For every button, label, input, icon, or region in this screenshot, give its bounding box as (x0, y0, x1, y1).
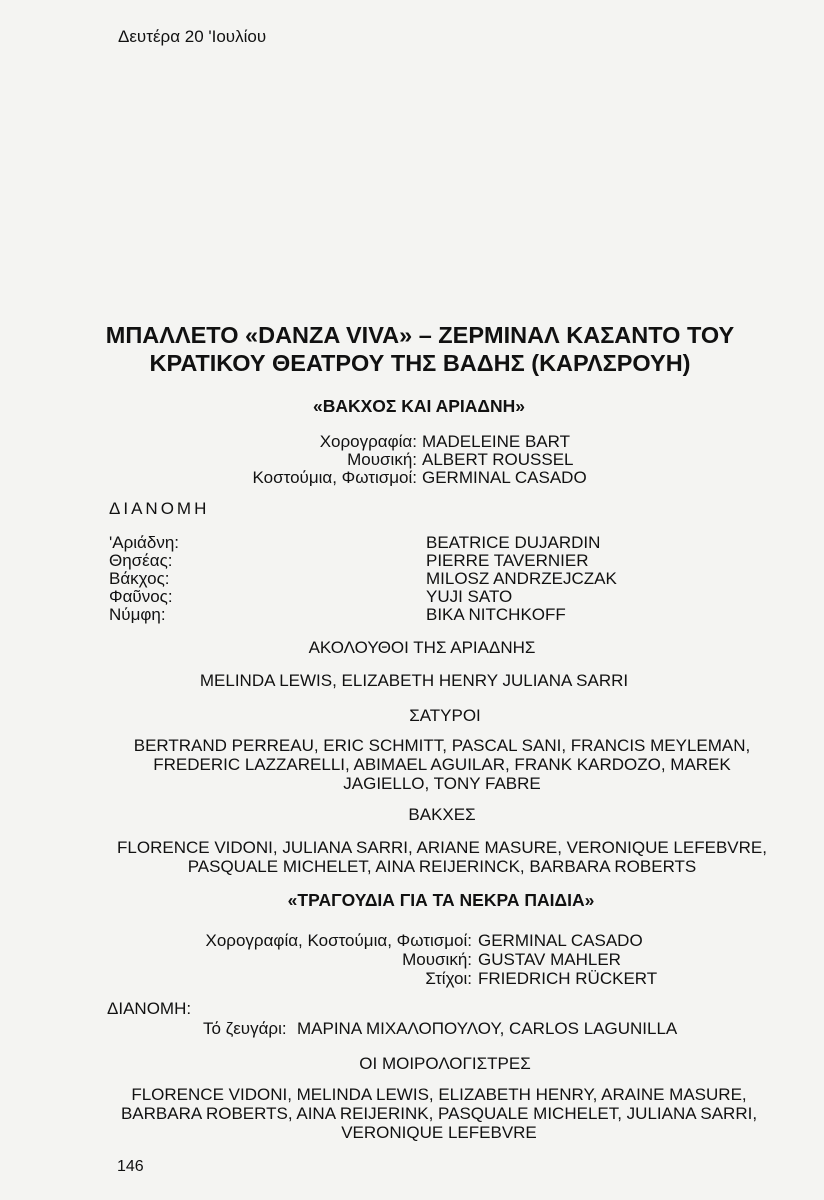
group-members-akolouthoi: MELINDA LEWIS, ELIZABETH HENRY JULIANA SARRI (199, 671, 629, 690)
credit-name: ALBERT ROUSSEL (422, 450, 574, 469)
cast-role: Βάκχος: (109, 569, 170, 588)
credit-name: GERMINAL CASADO (478, 931, 643, 950)
credit-name: MADELEINE BART (422, 432, 571, 451)
credit-name: GERMINAL CASADO (422, 468, 587, 487)
work2-cast-heading: ΔΙΑΝΟΜΗ: (107, 999, 192, 1018)
cast-name: BEATRICE DUJARDIN (426, 533, 601, 552)
group-members-satyroi (30, 737, 824, 794)
work1-title: «ΒΑΚΧΟΣ ΚΑΙ ΑΡΙΑΔΝΗ» (312, 396, 526, 416)
group-members-vakches (30, 839, 824, 877)
main-title-line-1: ΜΠΑΛΛΕΤΟ «DANZA VIVA» – ΖΕΡΜΙΝΑΛ ΚΑΣΑΝΤΟ ΤΟΥ (105, 322, 735, 348)
credit-role: Στίχοι: (425, 969, 472, 988)
cast-role: Νύμφη: (109, 605, 166, 624)
work2-title: «ΤΡΑΓΟΥΔΙΑ ΓΙΑ ΤΑ ΝΕΚΡΑ ΠΑΙΔΙΑ» (287, 890, 595, 910)
main-title-line-2: ΚΡΑΤΙΚΟΥ ΘΕΑΤΡΟΥ ΤΗΣ ΒΑΔΗΣ (ΚΑΡΛΣΡΟΥΗ) (149, 350, 691, 376)
group-member-line: PASQUALE MICHELET, AINA REIJERINCK, BARBARA ROBERTS (187, 857, 697, 876)
group-heading-moirologistres: ΟΙ ΜΟΙΡΟΛΟΓΙΣΤΡΕΣ (359, 1054, 531, 1073)
cast-role: 'Αριάδνη: (109, 533, 180, 552)
group-heading-akolouthoi: ΑΚΟΛΟΥΘΟΙ ΤΗΣ ΑΡΙΑΔΝΗΣ (308, 638, 536, 657)
group-member-line: JAGIELLO, TONY FABRE (343, 774, 541, 793)
work1-credit-roles (180, 433, 417, 487)
work1-cast-roles (109, 534, 179, 624)
credit-role: Μουσική: (402, 950, 472, 969)
group-member-line: VERONIQUE LEFEBVRE (341, 1123, 537, 1142)
credit-role: Χορογραφία, Κοστούμια, Φωτισμοί: (205, 931, 472, 950)
credit-name: GUSTAV MAHLER (478, 950, 621, 969)
group-member-line: FLORENCE VIDONI, JULIANA SARRI, ARIANE MASURE, VERONIQUE LEFEBVRE, (117, 838, 767, 857)
page-date: Δευτέρα 20 'Ιουλίου (118, 27, 267, 46)
work1-cast-names (426, 534, 617, 624)
page-number: 146 (117, 1158, 144, 1175)
work1-cast-heading: ΔΙΑΝΟΜΗ (109, 499, 210, 518)
work2-credit-roles (120, 932, 472, 989)
group-heading-vakches: ΒΑΚΧΕΣ (408, 805, 476, 824)
cast-name: BIKA NITCHKOFF (426, 605, 566, 624)
group-member-line: BARBARA ROBERTS, AINA REIJERINK, PASQUALE MICHELET, JULIANA SARRI, (120, 1104, 758, 1123)
cast-role: Φαῦνος: (109, 587, 173, 606)
credit-role: Μουσική: (347, 450, 417, 469)
group-member-line: BERTRAND PERREAU, ERIC SCHMITT, PASCAL SANI, FRANCIS MEYLEMAN, (133, 736, 751, 755)
group-member-line: FLORENCE VIDONI, MELINDA LEWIS, ELIZABETH HENRY, ARAINE MASURE, (131, 1085, 747, 1104)
couple-role: Τό ζευγάρι: (203, 1019, 287, 1038)
group-members-moirologistres (27, 1086, 824, 1143)
cast-role: Θησέας: (109, 551, 173, 570)
couple-names: ΜΑΡΙΝΑ ΜΙΧΑΛΟΠΟΥΛΟΥ, CARLOS LAGUNILLA (297, 1019, 678, 1038)
credit-name: FRIEDRICH RÜCKERT (478, 969, 658, 988)
cast-name: YUJI SATO (426, 587, 513, 606)
work1-credit-names (422, 433, 587, 487)
group-member-line: FREDERIC LAZZARELLI, ABIMAEL AGUILAR, FRANK KARDOZO, MAREK (153, 755, 731, 774)
work2-credit-names (478, 932, 657, 989)
credit-role: Χορογραφία: (319, 432, 417, 451)
cast-name: MILOSZ ANDRZEJCZAK (426, 569, 617, 588)
credit-role: Κοστούμια, Φωτισμοί: (252, 468, 417, 487)
group-heading-satyroi: ΣΑΤΥΡΟΙ (409, 706, 481, 725)
cast-name: PIERRE TAVERNIER (426, 551, 589, 570)
